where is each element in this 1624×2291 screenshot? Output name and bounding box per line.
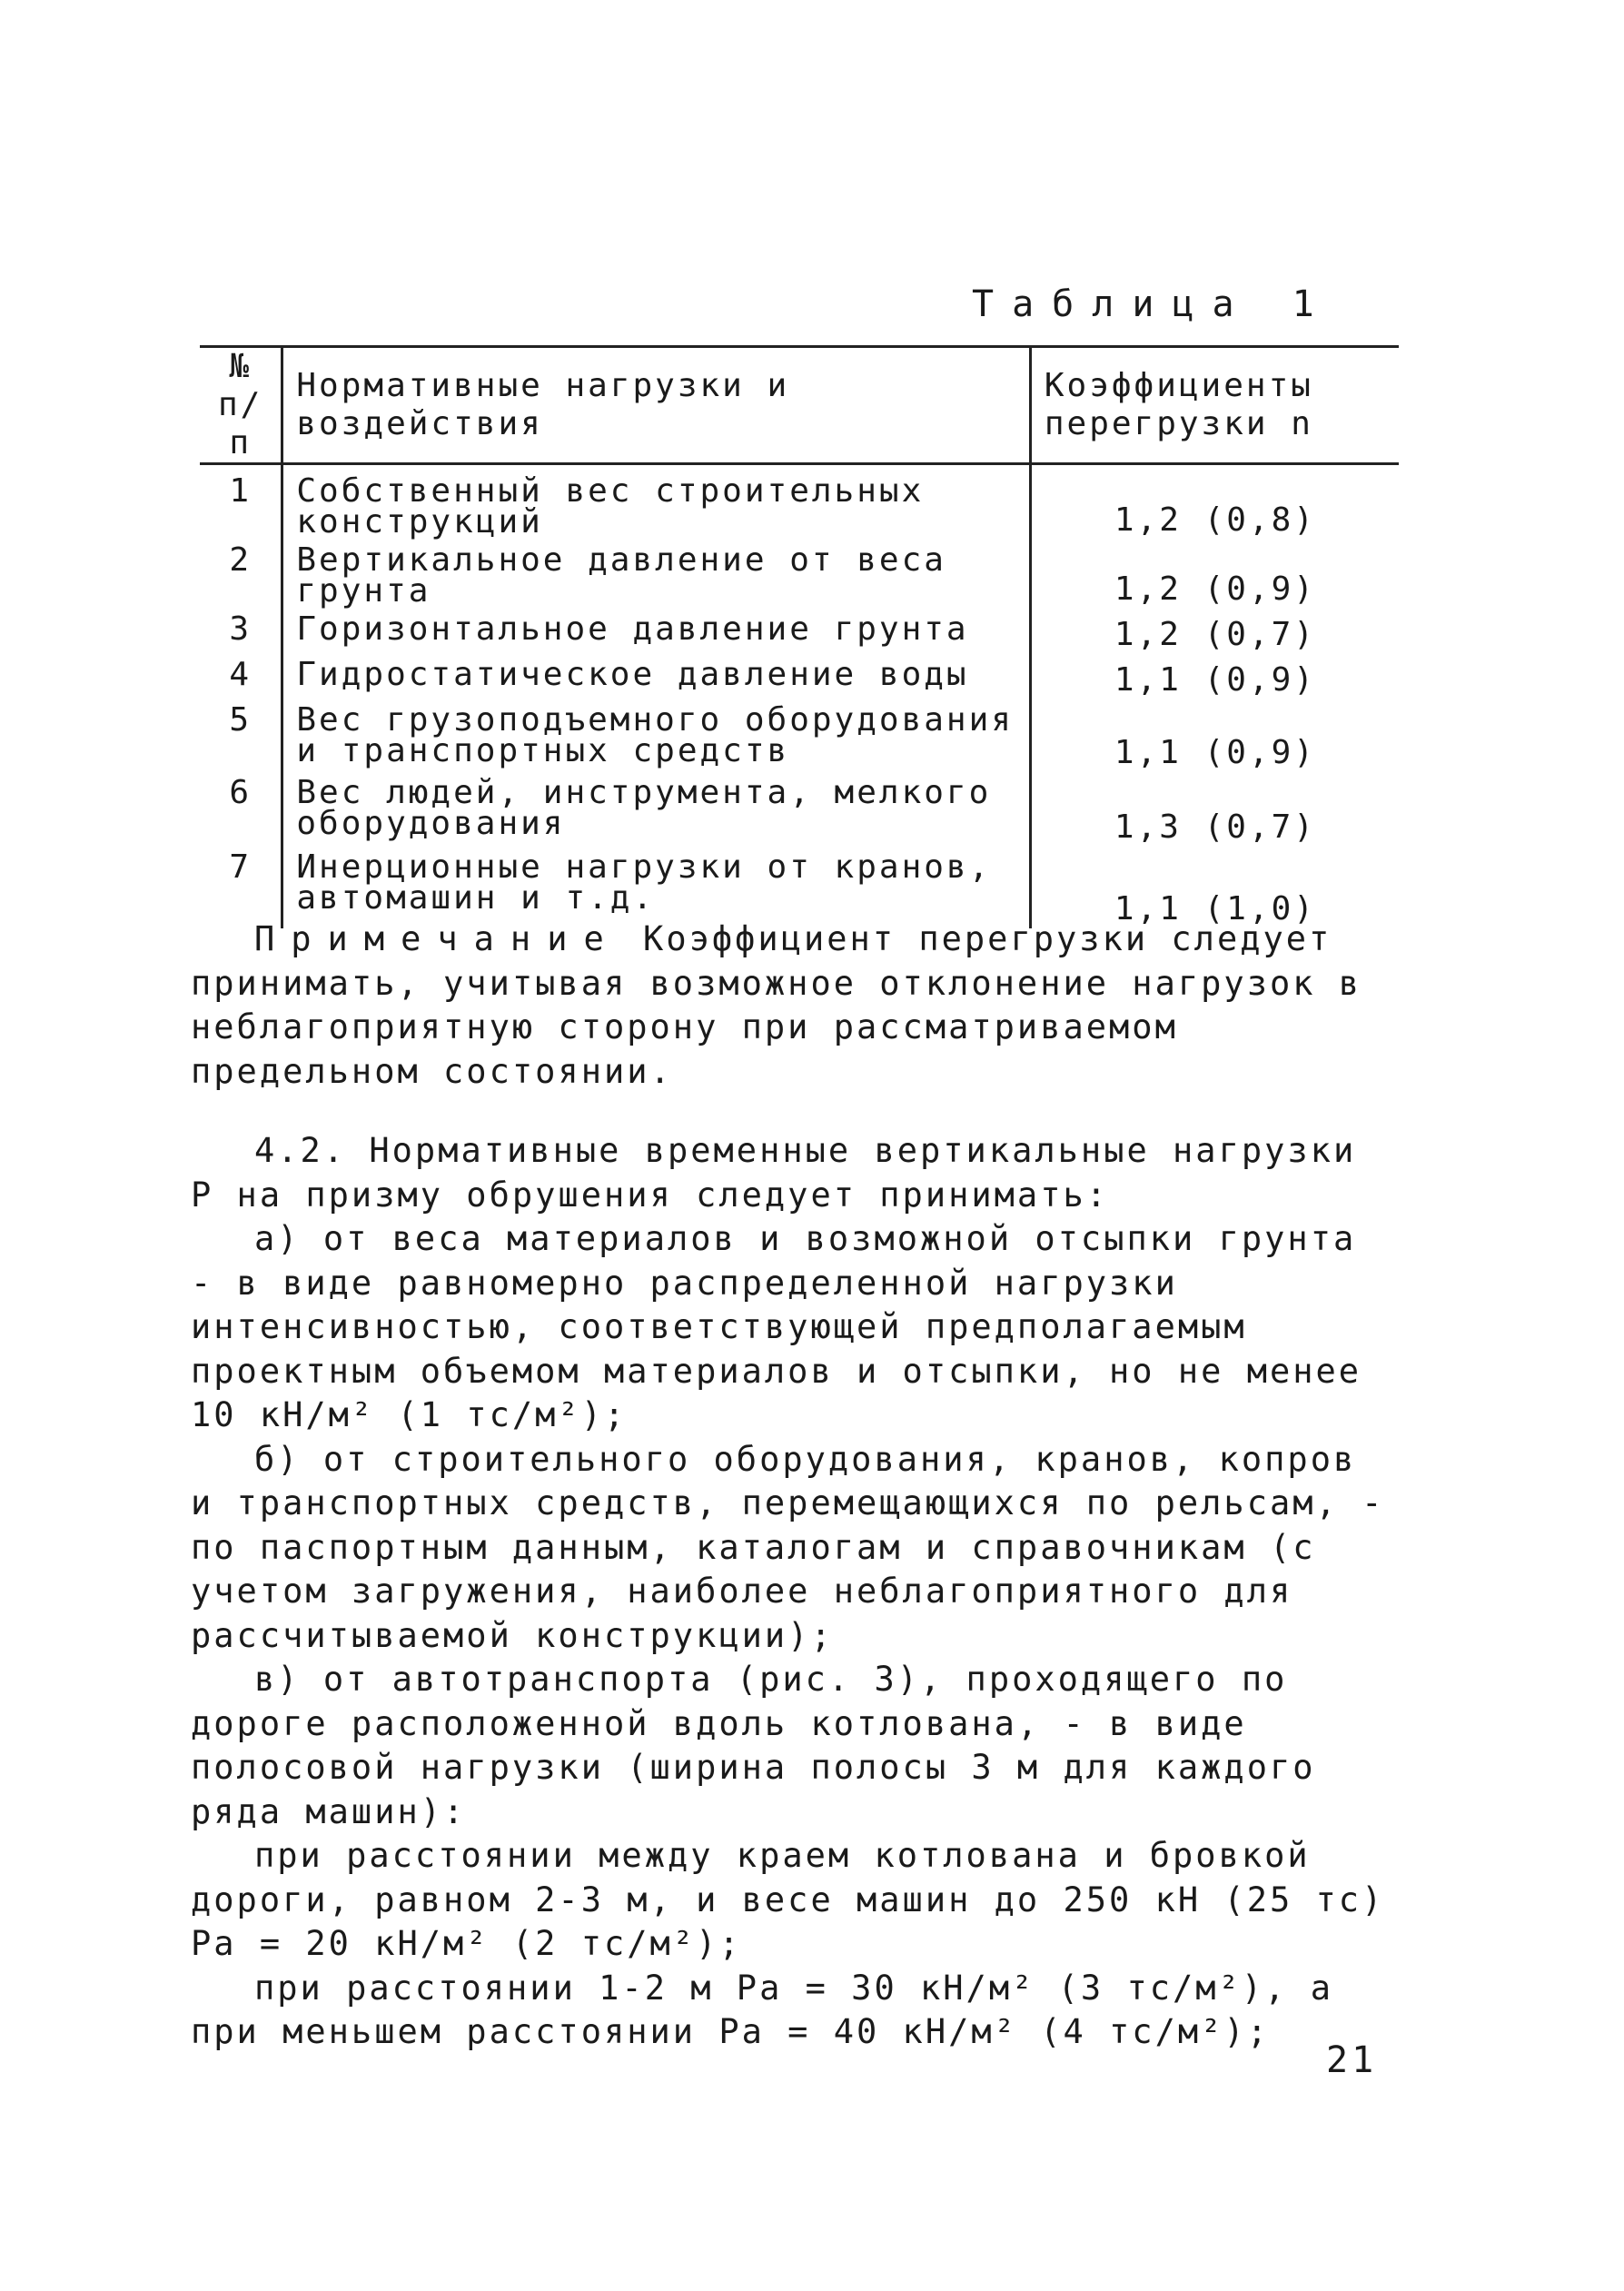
row-coef: 1,3 (0,7): [1030, 772, 1399, 847]
row-num: 6: [229, 774, 253, 811]
row-coef: 1,1 (1,0): [1030, 847, 1399, 928]
row-coef: 1,1 (0,9): [1030, 654, 1399, 699]
row-coef: 1,2 (0,8): [1030, 464, 1399, 541]
table-row: [200, 540, 1399, 609]
row-name: Вертикальное давление от веса грунта: [282, 540, 1030, 609]
row-name: Инерционные нагрузки от кранов, автомашин и т.д.: [282, 847, 1030, 928]
row-coef: 1,2 (0,9): [1030, 540, 1399, 609]
note-text: Коэффициент перегрузки следует принимать, учитывая возможное отклонение нагрузок в неблагоприятную сторону при рассматриваемом предельном состоянии.: [191, 919, 1362, 1091]
row-num: 7: [229, 848, 253, 886]
header-num: № п/п: [218, 348, 263, 461]
row-name: Вес людей, инструмента, мелкого оборудования: [282, 772, 1030, 847]
row-coef: 1,2 (0,7): [1030, 609, 1399, 654]
row-num: 2: [229, 541, 253, 579]
table-row: [200, 654, 1399, 699]
distance-2-3: при расстоянии между краем котлована и бровкой дороги, равном 2-3 м, и весе машин до 250 кН (25 тс) Pa = 20 кН/м² (2 тс/м²);: [191, 1836, 1385, 1963]
row-num: 4: [229, 656, 253, 693]
table-note: [191, 917, 1399, 1094]
table-header-row: [200, 347, 1399, 464]
row-num: 3: [229, 610, 253, 648]
row-num: 1: [229, 472, 253, 510]
header-name: Нормативные нагрузки и воздействия: [282, 347, 1030, 464]
row-num: 5: [229, 701, 253, 739]
section-4-2: [191, 1129, 1399, 2055]
item-a: а) от веса материалов и возможной отсыпки грунта - в виде равномерно распределенной нагрузки интенсивностью, соответствующей предполагаемым проектным объемом материалов и отсыпки, но не менее 10 кН/м² (1 тс/м²);: [191, 1219, 1362, 1434]
row-name: Гидростатическое давление воды: [282, 654, 1030, 699]
row-name: Собственный вес строительных конструкций: [282, 464, 1030, 541]
note-label: Примечание: [254, 919, 620, 958]
table-row: [200, 464, 1399, 541]
table-row: [200, 699, 1399, 772]
page-number: 21: [1326, 2039, 1378, 2081]
row-name: Вес грузоподъемного оборудования и транспортных средств: [282, 699, 1030, 772]
distance-1-2: при расстоянии 1-2 м Pa = 30 кН/м² (3 тс/м²), а при меньшем расстоянии Pa = 40 кН/м² (4 тс/м²);: [191, 1968, 1333, 2051]
row-coef: 1,1 (0,9): [1030, 699, 1399, 772]
item-b: б) от строительного оборудования, кранов, копров и транспортных средств, перемещающихся по рельсам, - по паспортным данным, каталогам и справочникам (с учетом загружения, наиболее неблагоприятного для рассчитываемой конструкции);: [191, 1439, 1385, 1655]
header-coef: Коэффициенты перегрузки n: [1030, 347, 1399, 464]
loads-table: [200, 345, 1399, 928]
table-row: [200, 847, 1399, 928]
table-row: [200, 609, 1399, 654]
table-row: [200, 772, 1399, 847]
item-v: в) от автотранспорта (рис. 3), проходящего по дороге расположенной вдоль котлована, - в виде полосовой нагрузки (ширина полосы 3 м для каждого ряда машин):: [191, 1660, 1316, 1831]
table-caption: Таблица 1: [972, 283, 1332, 325]
section-intro: 4.2. Нормативные временные вертикальные нагрузки P на призму обрушения следует принимать:: [191, 1131, 1357, 1215]
row-name: Горизонтальное давление грунта: [282, 609, 1030, 654]
